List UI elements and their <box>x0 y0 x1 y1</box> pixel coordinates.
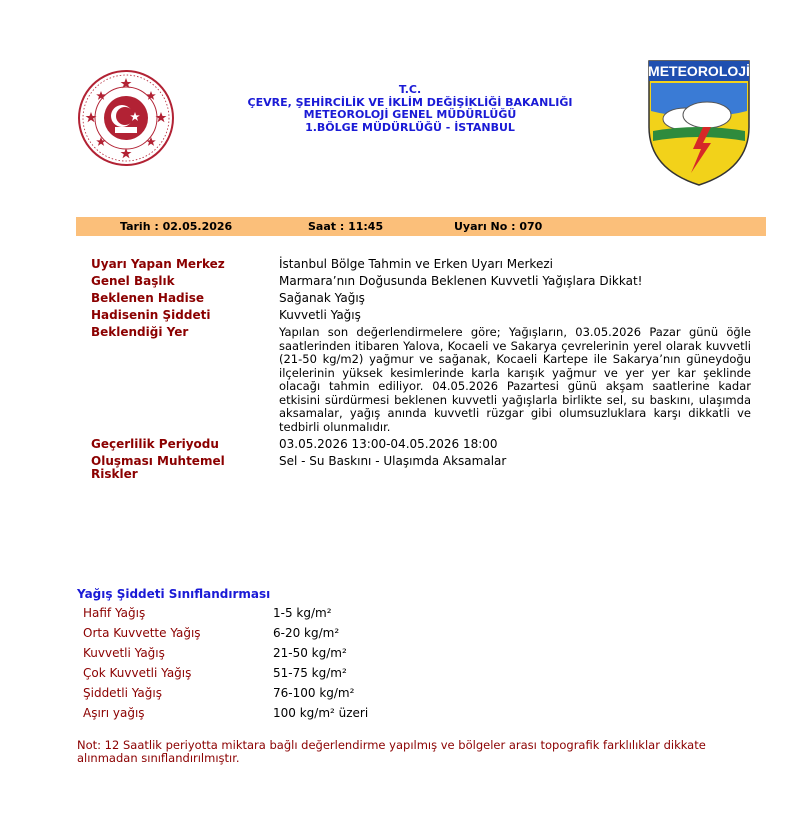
warning-info-bar <box>76 217 766 236</box>
rain-class-name: Aşırı yağış <box>83 706 145 720</box>
rain-class-name: Orta Kuvvette Yağış <box>83 626 201 640</box>
detail-value: 03.05.2026 13:00-04.05.2026 18:00 <box>279 437 498 451</box>
header-line-region: 1.BÖLGE MÜDÜRLÜĞÜ - İSTANBUL <box>305 120 515 134</box>
warning-details <box>91 258 751 485</box>
rain-class-range: 6-20 kg/m² <box>273 626 340 640</box>
header-line-tc: T.C. <box>398 83 422 96</box>
warning-date: Tarih : 02.05.2026 <box>120 220 233 233</box>
rain-scale-row <box>83 706 368 726</box>
rain-class-range: 100 kg/m² üzeri <box>273 706 369 720</box>
header-line-ministry: ÇEVRE, ŞEHİRCİLİK VE İKLİM DEĞİŞİKLİĞİ BAKANLIĞI <box>247 95 573 109</box>
detail-value: Marmara’nın Doğusunda Beklenen Kuvvetli Yağışlara Dikkat! <box>279 274 643 288</box>
rain-class-name: Hafif Yağış <box>83 606 146 620</box>
warning-number: Uyarı No : 070 <box>454 220 543 233</box>
rain-class-name: Kuvvetli Yağış <box>83 646 165 660</box>
rain-scale-row <box>83 686 368 706</box>
detail-label: Oluşması Muhtemel Riskler <box>91 454 225 481</box>
rain-class-range: 1-5 kg/m² <box>273 606 332 620</box>
detail-value: İstanbul Bölge Tahmin ve Erken Uyarı Merkezi <box>279 257 553 271</box>
detail-label: Geçerlilik Periyodu <box>91 437 219 451</box>
detail-label: Beklenen Hadise <box>91 291 205 305</box>
rain-class-name: Şiddetli Yağış <box>83 686 162 700</box>
detail-label: Genel Başlık <box>91 274 175 288</box>
detail-label: Beklendiği Yer <box>91 325 189 339</box>
detail-label: Uyarı Yapan Merkez <box>91 257 225 271</box>
rain-scale-row <box>83 646 368 666</box>
rain-scale-title: Yağış Şiddeti Sınıflandırması <box>77 587 271 601</box>
rain-scale-row <box>83 626 368 646</box>
rain-scale-table <box>83 606 368 726</box>
detail-row-event <box>91 292 751 305</box>
rain-scale-note: Not: 12 Saatlik periyotta miktara bağlı değerlendirme yapılmış ve bölgeler arası topografik farklılıklar dikkate alınmadan sınıflandırılmıştır. <box>77 738 706 765</box>
detail-row-title <box>91 275 751 288</box>
detail-row-location <box>91 326 751 434</box>
rain-class-range: 21-50 kg/m² <box>273 646 347 660</box>
detail-value: Yapılan son değerlendirmelere göre; Yağışların, 03.05.2026 Pazar günü öğle saatlerinden itibaren Yalova, Kocaeli ve Sakarya çevrelerinin yerel olarak kuvvetli (21-50 kg/m2) yağmur ve sağanak, Kocaeli Kartepe ile Sakarya’nın güneydoğu ilçelerinin yüksek kesimlerinde karla karışık yağmur ve yer yer kar şeklinde olacağı tahmin ediliyor. 04.05.2026 Pazartesi günü akşam saatlerine kadar etkisini sürdürmesi beklenen kuvvetli yağışlarla birlikte sel, su baskını, ulaşımda aksamalar, yağış anında kuvvetli rüzgar gibi olumsuzluklara karşı dikkatli ve tedbirli olunmalıdır. <box>279 325 751 434</box>
rain-class-range: 76-100 kg/m² <box>273 686 355 700</box>
warning-time: Saat : 11:45 <box>308 220 384 233</box>
logo-text: METEOROLOJİ <box>648 63 750 79</box>
detail-label: Hadisenin Şiddeti <box>91 308 211 322</box>
detail-row-center <box>91 258 751 271</box>
rain-class-name: Çok Kuvvetli Yağış <box>83 666 192 680</box>
detail-value: Sağanak Yağış <box>279 291 365 305</box>
rain-scale-row <box>83 606 368 626</box>
detail-row-severity <box>91 309 751 322</box>
detail-row-validity <box>91 438 751 451</box>
rain-class-range: 51-75 kg/m² <box>273 666 347 680</box>
detail-row-risks <box>91 455 751 481</box>
ministry-seal-logo <box>77 69 175 167</box>
detail-value: Sel - Su Baskını - Ulaşımda Aksamalar <box>279 454 507 468</box>
header-line-directorate: METEOROLOJİ GENEL MÜDÜRLÜĞÜ <box>303 108 517 121</box>
document-header <box>175 84 645 134</box>
detail-value: Kuvvetli Yağış <box>279 308 361 322</box>
rain-scale-row <box>83 666 368 686</box>
meteoroloji-logo <box>645 57 753 187</box>
